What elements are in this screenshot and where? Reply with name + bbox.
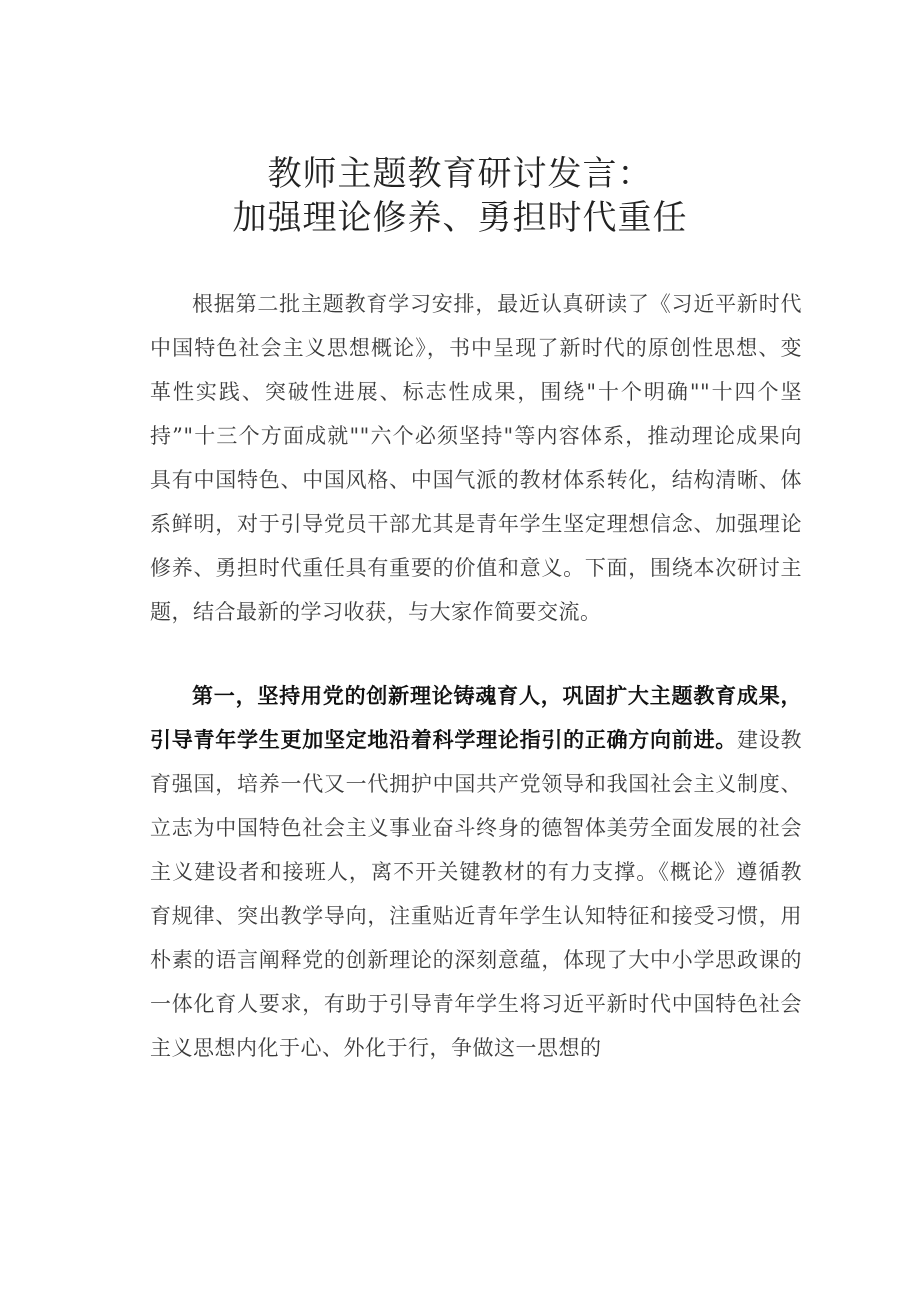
paragraph-introduction: 根据第二批主题教育学习安排，最近认真研读了《习近平新时代中国特色社会主义思想概论》，书中呈现了新时代的原创性思想、变革性实践、突破性进展、标志性成果，围绕"十个明确""十四个坚持”"十三个方面成就""六个必须坚持"等内容体系，推动理论成果向具有中国特色、中国风格、中国气派的教材体系转化，结构清晰、体系鲜明，对于引导党员干部尤其是青年学生坚定理想信念、加强理论修养、勇担时代重任具有重要的价值和意义。下面，围绕本次研讨主题，结合最新的学习收获，与大家作简要交流。 — [150, 292, 802, 624]
paragraph-first-point — [150, 674, 802, 1070]
first-point-heading: 第一，坚持用党的创新理论铸魂育人，巩固扩大主题教育成果，引导青年学生更加坚定地沿着科学理论指引的正确方向前进。 — [150, 683, 802, 752]
first-point-body: 建设教育强国，培养一代又一代拥护中国共产党领导和我国社会主义制度、立志为中国特色社会主义事业奋斗终身的德智体美劳全面发展的社会主义建设者和接班人，离不开关键教材的有力支撑。《概论》遵循教育规律、突出教学导向，注重贴近青年学生认知特征和接受习惯，用朴素的语言阐释党的创新理论的深刻意蕴，体现了大中小学思政课的一体化育人要求，有助于引导青年学生将习近平新时代中国特色社会主义思想内化于心、外化于行，争做这一思想的 — [150, 728, 802, 1060]
document-title-line-2: 加强理论修养、勇担时代重任 — [232, 198, 688, 238]
document-title-line-1: 教师主题教育研讨发言： — [267, 154, 653, 194]
